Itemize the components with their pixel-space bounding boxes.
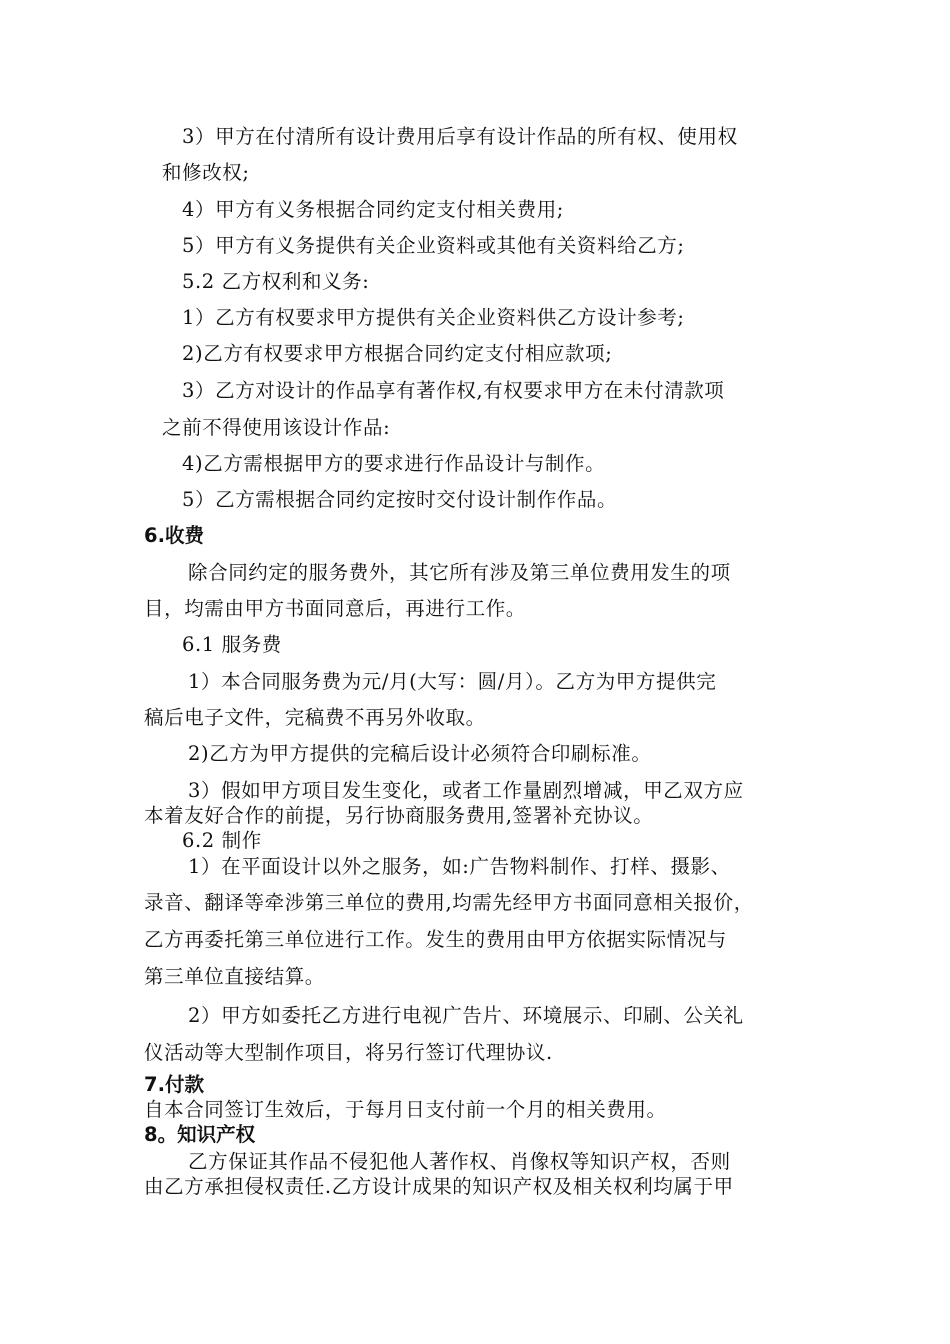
section-heading: 8。知识产权 xyxy=(144,1123,256,1146)
paragraph-line: 1）乙方有权要求甲方提供有关企业资料供乙方设计参考; xyxy=(182,306,685,329)
paragraph-line: 之前不得使用该设计作品: xyxy=(162,416,391,439)
paragraph-line: 1）在平面设计以外之服务，如:广告物料制作、打样、摄影、 xyxy=(188,855,731,878)
subsection-title: 6.2 制作 xyxy=(182,829,262,852)
paragraph-line: 4)乙方需根据甲方的要求进行作品设计与制作。 xyxy=(182,452,606,475)
paragraph-line: 3）乙方对设计的作品享有著作权,有权要求甲方在未付清款项 xyxy=(182,379,725,402)
paragraph-line: 录音、翻译等牵涉第三单位的费用,均需先经甲方书面同意相关报价， xyxy=(144,891,754,914)
paragraph-line: 3）假如甲方项目发生变化，或者工作量剧烈增减，甲乙双方应 xyxy=(188,779,744,802)
paragraph-line: 本着友好合作的前提，另行协商服务费用,签署补充协议。 xyxy=(144,804,654,827)
paragraph-line: 稿后电子文件，完稿费不再另外收取。 xyxy=(144,706,486,729)
paragraph-line: 2)乙方为甲方提供的完稿后设计必须符合印刷标准。 xyxy=(188,742,652,765)
paragraph-line: 由乙方承担侵权责任.乙方设计成果的知识产权及相关权利均属于甲 xyxy=(144,1175,734,1198)
paragraph-line: 2）甲方如委托乙方进行电视广告片、环境展示、印刷、公关礼 xyxy=(188,1004,744,1027)
paragraph-line: 第三单位直接结算。 xyxy=(144,965,325,988)
paragraph-line: 仪活动等大型制作项目，将另行签订代理协议. xyxy=(144,1041,553,1064)
paragraph-line: 自本合同签订生效后，于每月日支付前一个月的相关费用。 xyxy=(144,1098,667,1121)
paragraph-line: 4）甲方有义务根据合同约定支付相关费用; xyxy=(182,198,564,221)
paragraph-line: 5）甲方有义务提供有关企业资料或其他有关资料给乙方; xyxy=(182,234,685,257)
paragraph-line: 目，均需由甲方书面同意后，再进行工作。 xyxy=(144,597,526,620)
paragraph-line: 1）本合同服务费为元/月(大写：圆/月）。乙方为甲方提供完 xyxy=(188,670,717,693)
paragraph-line: 2)乙方有权要求甲方根据合同约定支付相应款项; xyxy=(182,342,613,365)
paragraph-line: 3）甲方在付清所有设计费用后享有设计作品的所有权、使用权 xyxy=(182,125,738,148)
section-heading: 6.收费 xyxy=(144,524,204,547)
section-heading: 7.付款 xyxy=(144,1073,204,1096)
paragraph-line: 乙方再委托第三单位进行工作。发生的费用由甲方依据实际情况与 xyxy=(144,928,727,951)
paragraph-line: 5）乙方需根据合同约定按时交付设计制作作品。 xyxy=(182,488,618,511)
subsection-title: 6.1 服务费 xyxy=(182,633,282,656)
paragraph-line: 和修改权; xyxy=(162,161,250,184)
subsection-title: 5.2 乙方权利和义务: xyxy=(182,270,370,293)
paragraph-line: 除合同约定的服务费外，其它所有涉及第三单位费用发生的项 xyxy=(188,561,731,584)
paragraph-line: 乙方保证其作品不侵犯他人著作权、肖像权等知识产权，否则 xyxy=(188,1150,731,1173)
